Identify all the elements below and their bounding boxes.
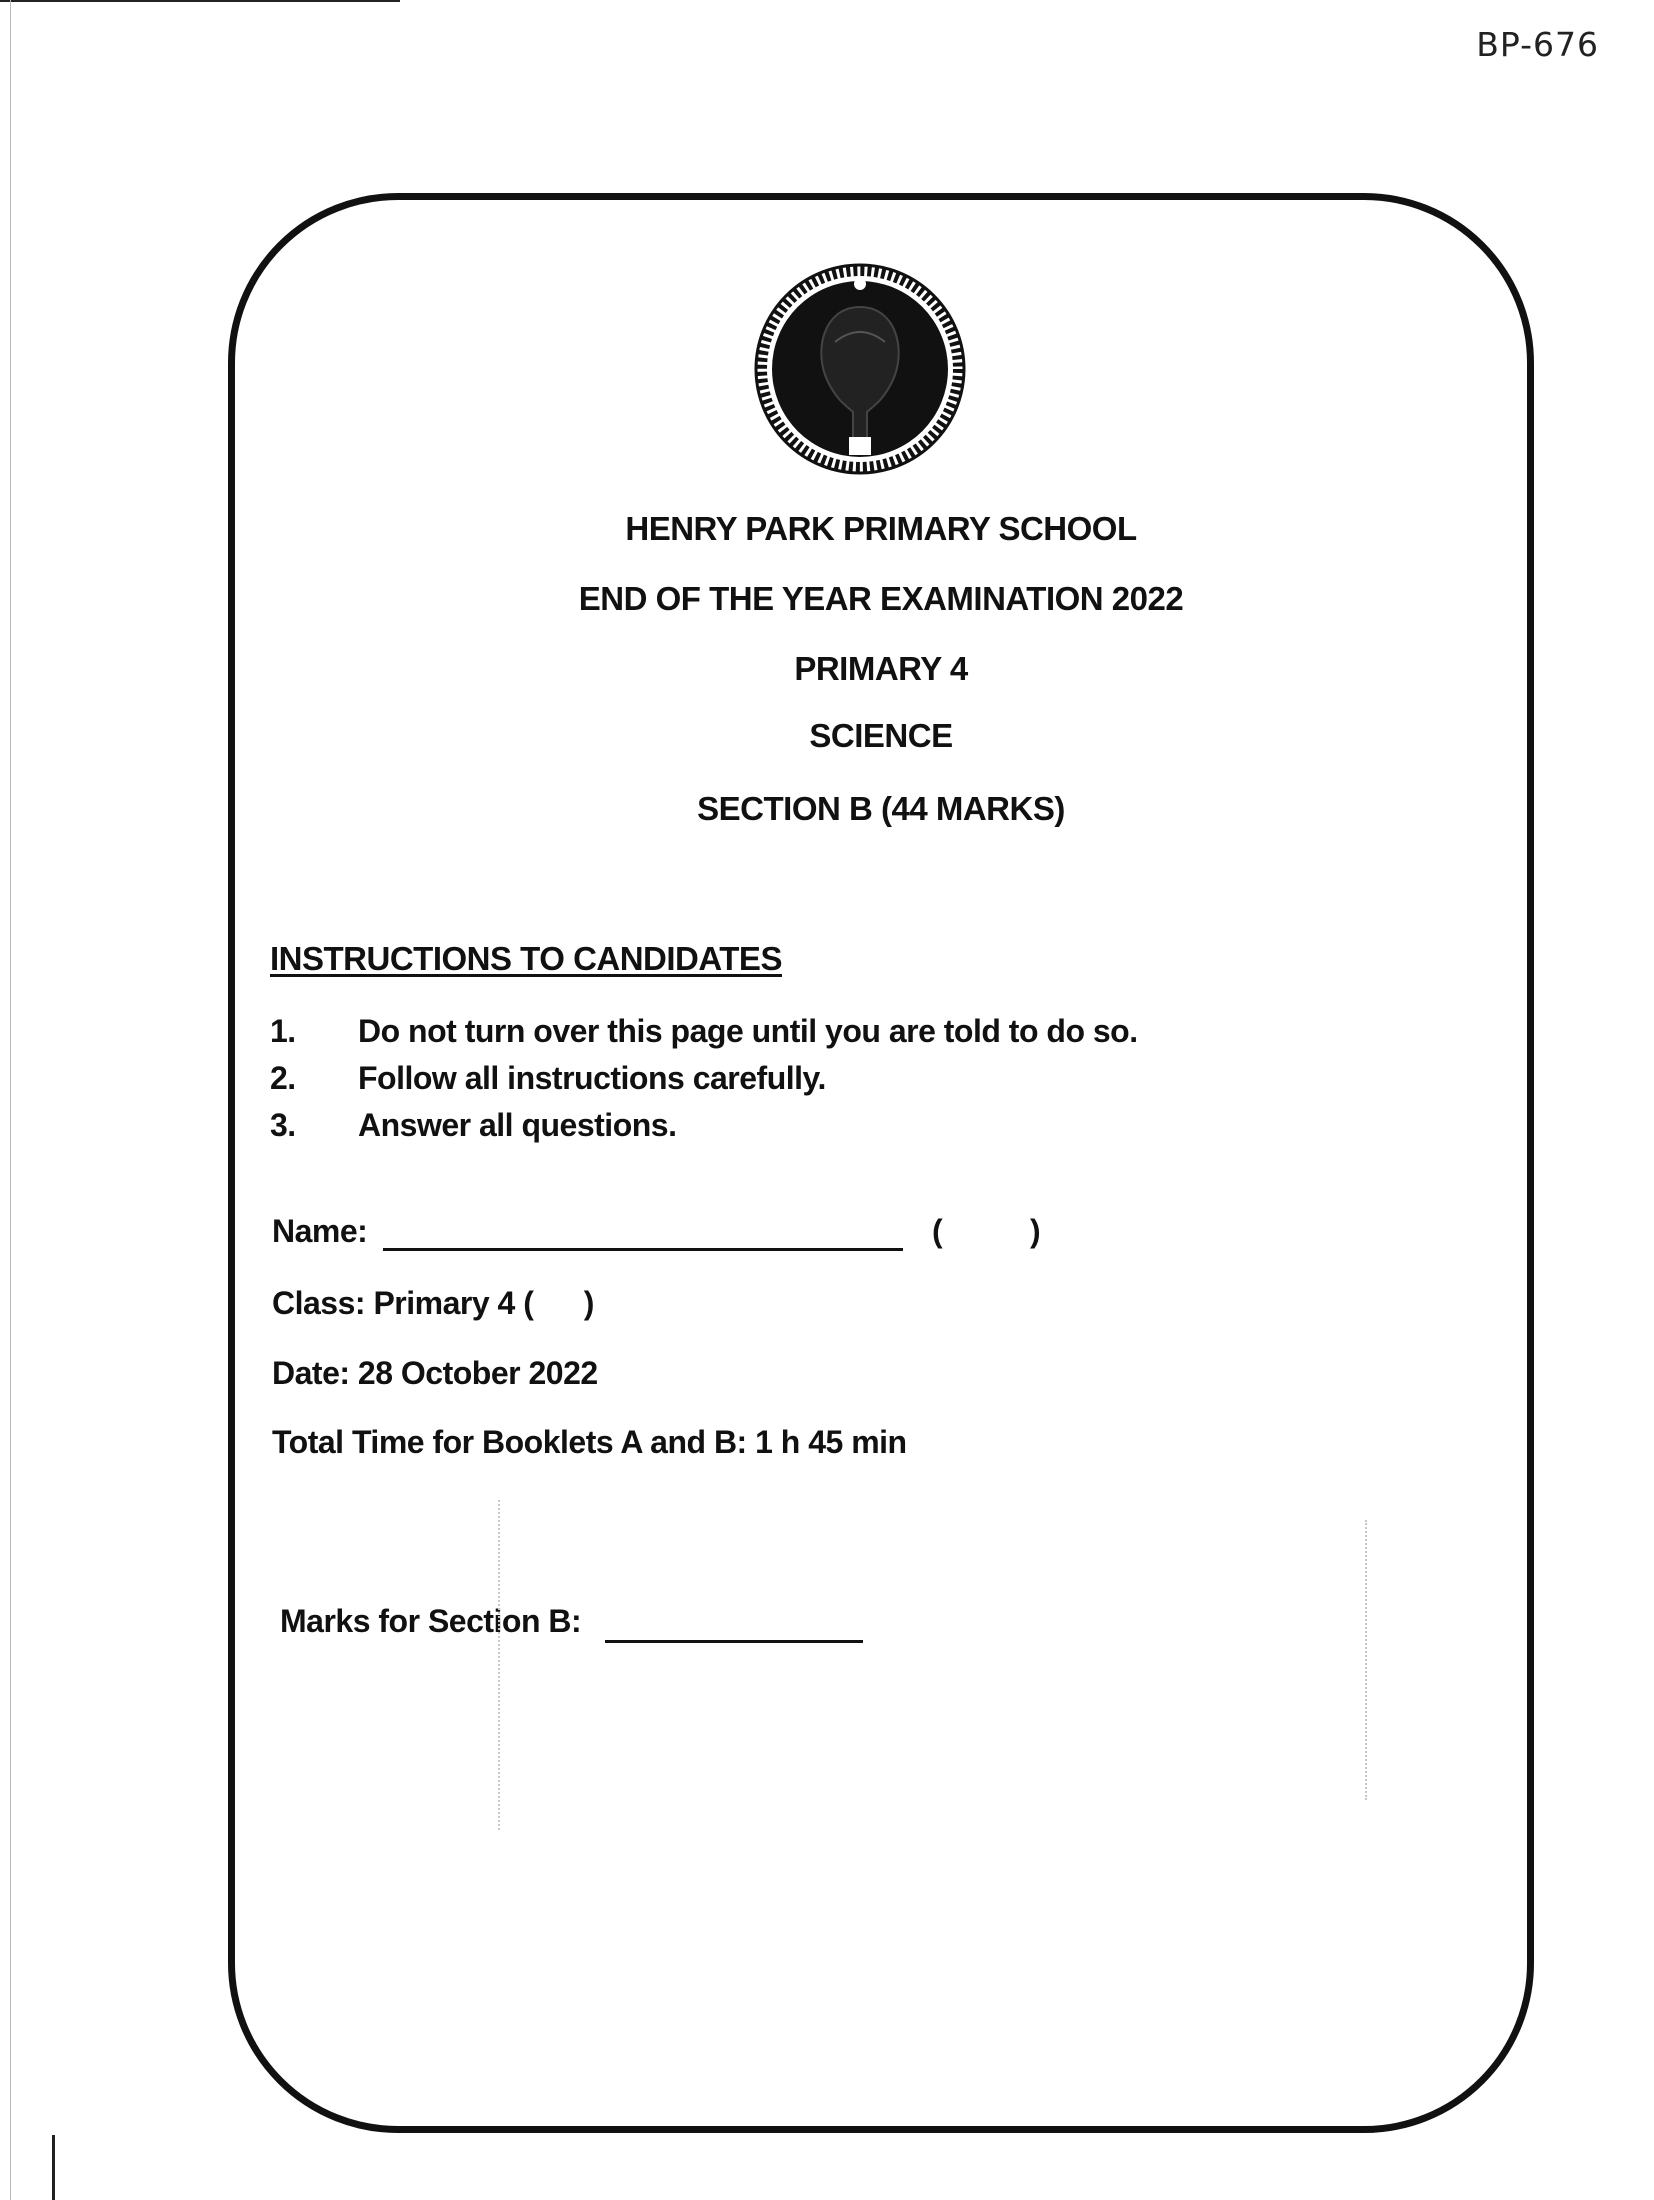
school-name: HENRY PARK PRIMARY SCHOOL (625, 510, 1137, 547)
scan-edge-left (10, 0, 11, 2200)
marks-label: Marks for Section B: (280, 1603, 582, 1639)
instruction-number: 3. (270, 1107, 296, 1143)
subject: SCIENCE (809, 717, 953, 754)
scan-artifact (1365, 1520, 1368, 1800)
instruction-text: Follow all instructions carefully. (358, 1060, 826, 1096)
name-label: Name: (272, 1213, 368, 1249)
instruction-text: Answer all questions. (358, 1107, 677, 1143)
scan-edge-top (0, 0, 400, 2)
instruction-item (270, 1055, 1138, 1102)
instruction-item (270, 1102, 1138, 1149)
instruction-number: 1. (270, 1013, 296, 1049)
cover-frame (228, 193, 1534, 2133)
total-time-label: Total Time for Booklets A and B: 1 h 45 min (272, 1424, 907, 1460)
date-label: Date: 28 October 2022 (272, 1355, 598, 1391)
scan-mark (52, 2135, 55, 2200)
exam-title: END OF THE YEAR EXAMINATION 2022 (578, 580, 1184, 617)
page-code: BP-676 (1476, 25, 1599, 64)
level: PRIMARY 4 (794, 650, 968, 687)
instructions-heading: INSTRUCTIONS TO CANDIDATES (270, 940, 782, 977)
school-crest-icon (753, 262, 968, 477)
section-title: SECTION B (44 MARKS) (697, 790, 1065, 827)
marks-field[interactable] (605, 1640, 863, 1643)
name-field[interactable] (383, 1248, 903, 1251)
register-number-paren-open: ( (932, 1213, 943, 1249)
class-label: Class: Primary 4 ( ) (272, 1285, 594, 1321)
register-number-paren-close: ) (1030, 1213, 1041, 1249)
instructions-list (270, 1008, 1138, 1149)
scan-artifact (498, 1500, 501, 1830)
instruction-text: Do not turn over this page until you are told to do so. (358, 1013, 1138, 1049)
instruction-number: 2. (270, 1060, 296, 1096)
instruction-item (270, 1008, 1138, 1055)
